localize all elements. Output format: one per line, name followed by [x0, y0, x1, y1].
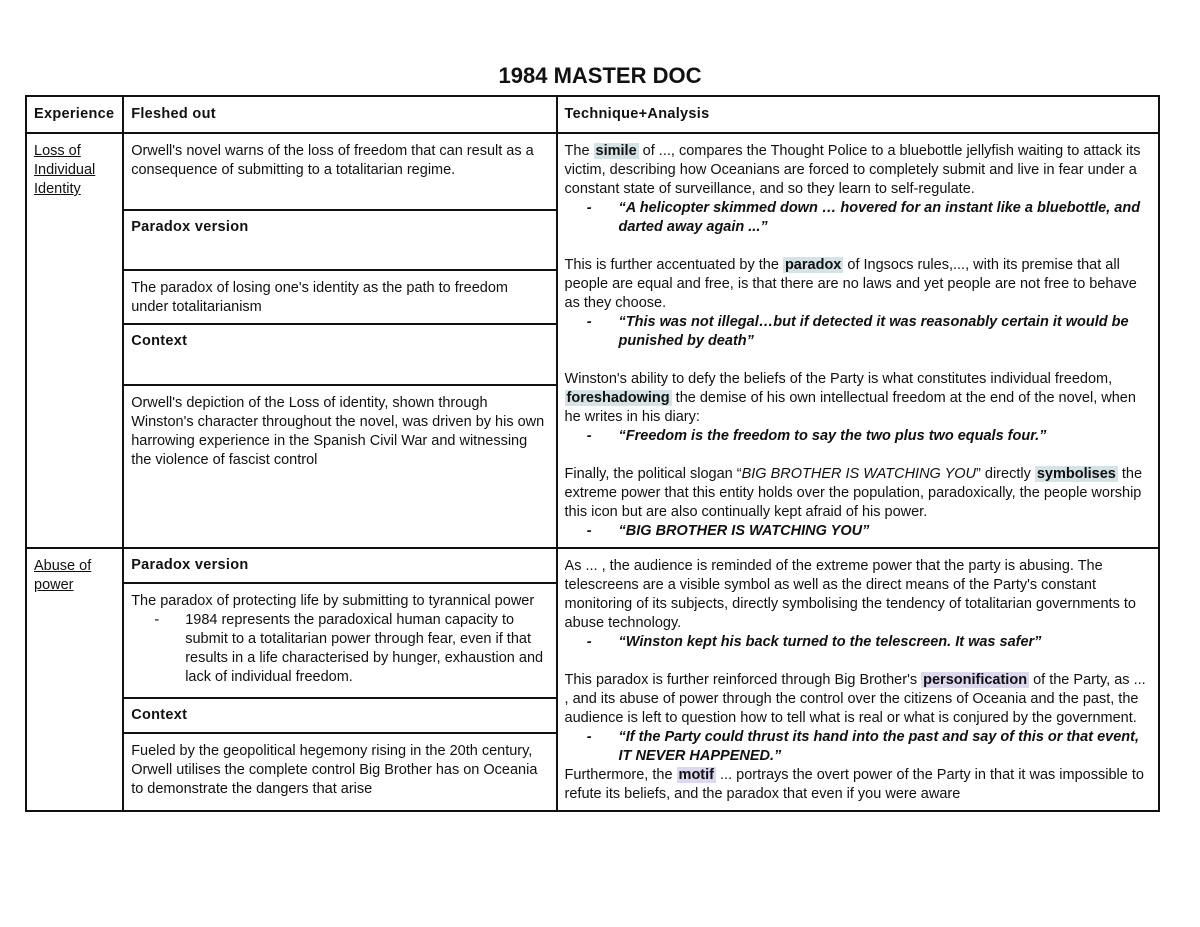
- experience-label: Loss of Individual Identity: [34, 143, 96, 197]
- fleshed-out-cell: Orwell's novel warns of the loss of freedom that can result as a consequence of submitting to a totalitarian regime.: [123, 133, 556, 210]
- technique-term: personification: [923, 672, 1028, 688]
- technique-term: paradox: [784, 257, 842, 273]
- experience-cell: [26, 548, 123, 811]
- quote: - “A helicopter skimmed down … hovered for an instant like a bluebottle, and darted away again ...”: [586, 200, 1141, 235]
- analysis-paragraph: This is further accentuated by the paradox of Ingsocs rules,..., with its premise that all people are equal and free, is that there are no laws and yet people are not free to behave as they choose.: [564, 257, 1137, 311]
- slogan: BIG BROTHER IS WATCHING YOU: [741, 466, 977, 482]
- header-row: [26, 96, 1159, 133]
- experience-cell: [26, 133, 123, 548]
- quote: - “Freedom is the freedom to say the two plus two equals four.”: [586, 428, 1047, 444]
- context-label: Context: [123, 324, 556, 384]
- context-cell: Fueled by the geopolitical hegemony rising in the 20th century, Orwell utilises the complete control Big Brother has on Oceania to demonstrate the dangers that arise: [123, 733, 556, 811]
- technique-cell: [557, 133, 1159, 548]
- analysis-paragraph: This paradox is further reinforced through Big Brother's personification of the Party, as ... , and its abuse of power through the control over the citizens of Oceania and the past, the audience is left to question how to tell what is real or what is conjured by the government.: [564, 672, 1146, 726]
- technique-term: motif: [678, 767, 714, 783]
- quote: - “If the Party could thrust its hand into the past and say of this or that event, IT NEVER HAPPENED.”: [586, 729, 1139, 764]
- paradox-version-label: Paradox version: [123, 210, 556, 270]
- analysis-paragraph: Winston's ability to defy the beliefs of the Party is what constitutes individual freedom, foreshadowing the demise of his own intellectual freedom at the end of the novel, when he writes in his diary:: [564, 371, 1136, 425]
- paradox-cell: The paradox of losing one's identity as the path to freedom under totalitarianism: [123, 270, 556, 324]
- analysis-paragraph: Finally, the political slogan “BIG BROTHER IS WATCHING YOU” directly symbolises the extreme power that this entity holds over the population, paradoxically, the people worship this icon but are also continually kept afraid of his power.: [564, 466, 1143, 520]
- quote: - “Winston kept his back turned to the telescreen. It was safer”: [586, 634, 1042, 650]
- header-experience: Experience: [26, 96, 123, 133]
- technique-term: foreshadowing: [566, 390, 670, 406]
- analysis-paragraph: The simile of ..., compares the Thought Police to a bluebottle jellyfish waiting to attack its victim, describing how Oceanians are forced to completely submit and live in fear under a constant state of surveillance, and so they learn to self-regulate.: [564, 143, 1141, 197]
- quote: - “BIG BROTHER IS WATCHING YOU”: [586, 523, 870, 539]
- analysis-paragraph: As ... , the audience is reminded of the extreme power that the party is abusing. The telescreens are a visible symbol as well as the direct means of the Party's constant monitoring of its subjects, directly symbolising the tendency of totalitarian governments to abuse technology.: [564, 558, 1136, 631]
- technique-cell: [557, 548, 1159, 811]
- header-fleshed-out: Fleshed out: [123, 96, 556, 133]
- context-label: Context: [123, 698, 556, 733]
- paradox-cell: [123, 583, 556, 698]
- technique-term: simile: [595, 143, 637, 159]
- experience-label: Abuse of power: [34, 558, 92, 593]
- analysis-paragraph: Furthermore, the motif ... portrays the overt power of the Party in that it was impossible to refute its beliefs, and the paradox that even if you were aware: [564, 767, 1144, 802]
- table-row: [26, 133, 1159, 210]
- paradox-text: The paradox of protecting life by submitting to tyrannical power: [131, 593, 535, 610]
- technique-term: symbolises: [1036, 466, 1116, 482]
- table-row: [26, 548, 1159, 583]
- list-item: - 1984 represents the paradoxical human capacity to submit to a totalitarian power through fear, even if that results in a life characterised by hunger, exhaustion and lack of individual freedom.: [154, 612, 544, 686]
- header-technique-analysis: Technique+Analysis: [557, 96, 1159, 133]
- context-cell: Orwell's depiction of the Loss of identity, shown through Winston's character throughout the novel, was driven by his own harrowing experience in the Spanish Civil War and witnessing the violence of fascist control: [123, 385, 556, 548]
- master-table: [25, 95, 1160, 812]
- paradox-version-label: Paradox version: [123, 548, 556, 583]
- document-title: 1984 MASTER DOC: [498, 63, 702, 88]
- quote: - “This was not illegal…but if detected it was reasonably certain it would be punished by death”: [586, 314, 1129, 349]
